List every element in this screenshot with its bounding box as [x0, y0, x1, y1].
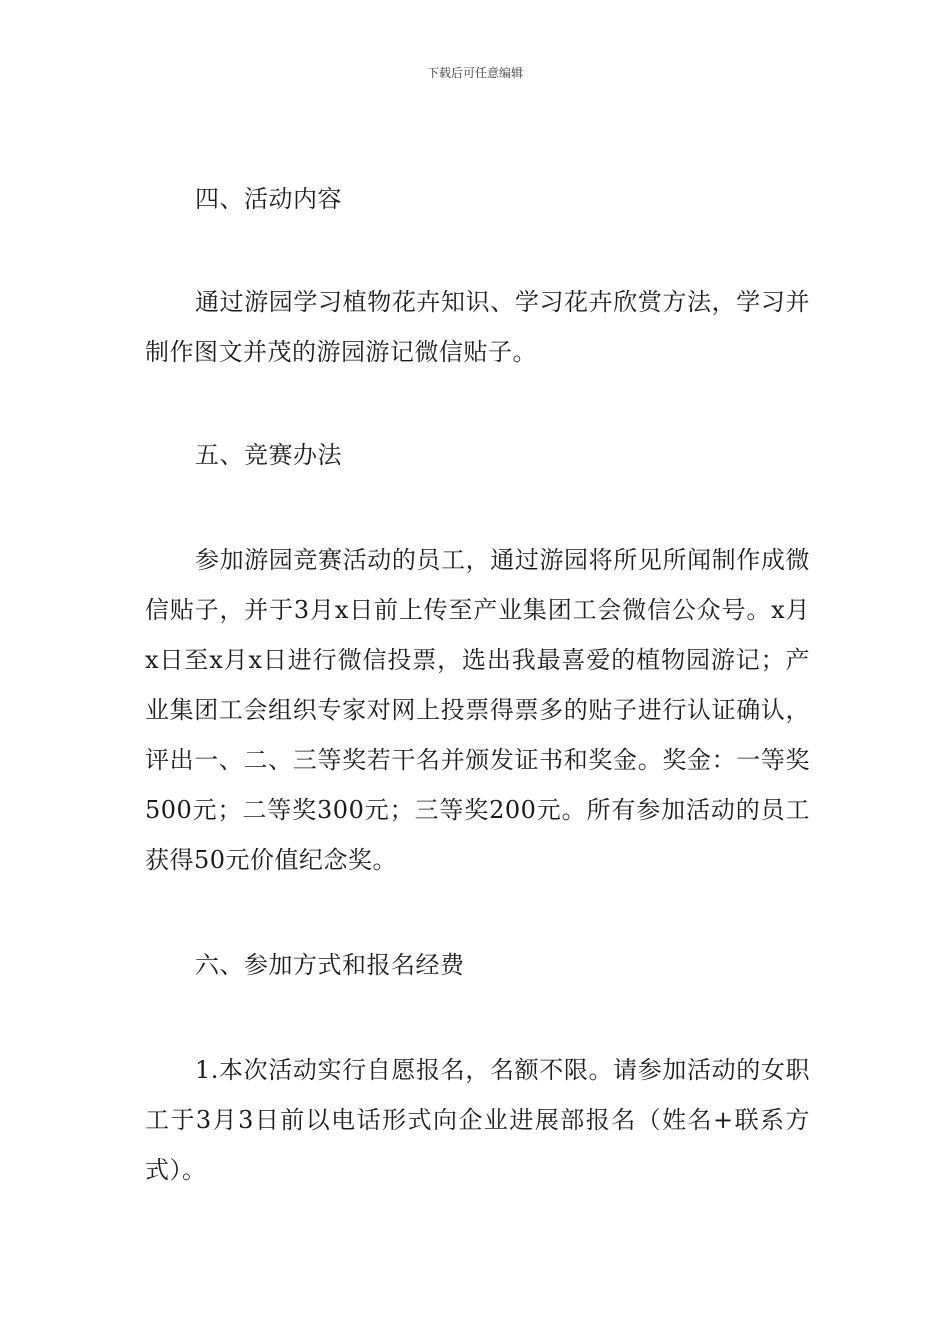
spacer	[145, 983, 810, 1045]
paragraph-competition-method: 参加游园竞赛活动的员工，通过游园将所见所闻制作成微信贴子，并于3月x日前上传至产业集团工会微信公众号。x月x日至x月x日进行微信投票，选出我最喜爱的植物园游记；产业集团工会组织专家对网上投票得票多的贴子进行认证确认，评出一、二、三等奖若干名并颁发证书和奖金。奖金：一等奖500元；二等奖300元；三等奖200元。所有参加活动的员工获得50元价值纪念奖。	[145, 546, 810, 874]
spacer	[145, 377, 810, 437]
section-heading-competition-method: 五、竞赛办法	[195, 441, 342, 469]
spacer	[145, 217, 810, 277]
paragraph-activity-content: 通过游园学习植物花卉知识、学习花卉欣赏方法，学习并制作图文并茂的游园游记微信贴子。	[145, 288, 810, 366]
page-header-note: 下载后可任意编辑	[426, 66, 523, 80]
section-heading-participation-fees: 六、参加方式和报名经费	[195, 951, 465, 979]
section-heading-activity-content: 四、活动内容	[195, 185, 342, 213]
spacer	[145, 473, 810, 535]
spacer	[145, 885, 810, 947]
document-body	[145, 181, 810, 1195]
paragraph-registration: 1.本次活动实行自愿报名，名额不限。请参加活动的女职工于3月3日前以电话形式向企业进展部报名（姓名+联系方式）。	[145, 1056, 810, 1184]
